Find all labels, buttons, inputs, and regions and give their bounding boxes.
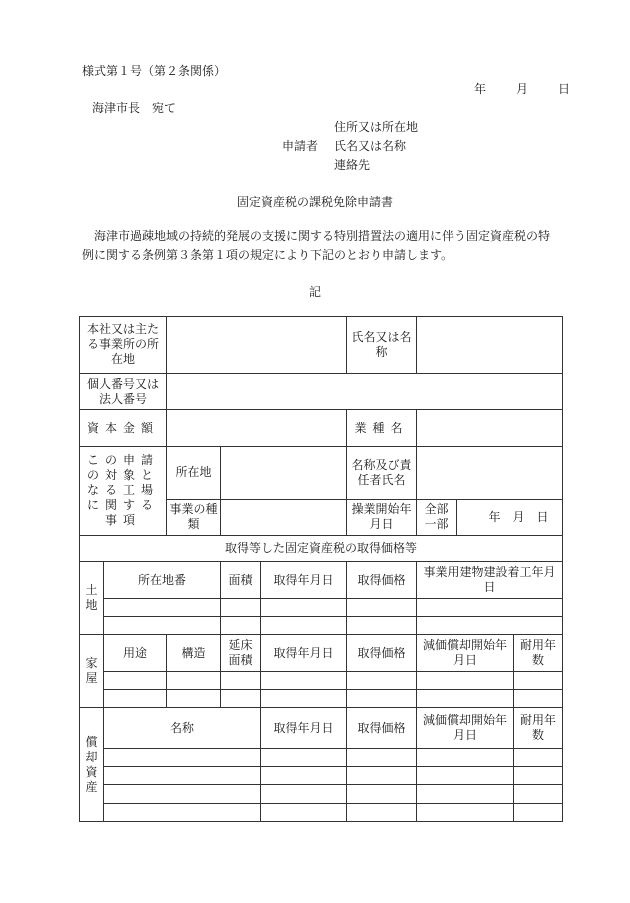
- capital-value[interactable]: [167, 410, 347, 447]
- asset-row-2-acq-price[interactable]: [347, 767, 417, 785]
- asset-row-4-life[interactable]: [514, 803, 563, 821]
- business-kind-value[interactable]: [221, 499, 347, 536]
- business-kind-label: 事業の種類: [167, 499, 221, 536]
- land-acq-date-header: 取得年月日: [261, 562, 347, 599]
- house-acq-price-header: 取得価格: [347, 635, 417, 672]
- asset-acq-price-header: 取得価格: [347, 708, 417, 749]
- location-label: 所在地: [167, 446, 221, 499]
- asset-row-3-dep-start[interactable]: [417, 785, 514, 803]
- business-type-value[interactable]: [417, 410, 563, 447]
- land-label: 土地: [80, 562, 104, 635]
- land-row-1-acq-date[interactable]: [261, 598, 347, 616]
- asset-row-4-dep-start[interactable]: [417, 803, 514, 821]
- land-row-1-acq-price[interactable]: [347, 598, 417, 616]
- business-type-label: 業種名: [347, 410, 417, 447]
- house-structure-header: 構造: [167, 635, 221, 672]
- house-acq-date-header: 取得年月日: [261, 635, 347, 672]
- house-row-2-acq-price[interactable]: [347, 690, 417, 708]
- location-value[interactable]: [221, 446, 347, 499]
- hq-address-label: 本社又は主たる事業所の所在地: [80, 317, 167, 374]
- asset-row-1-name[interactable]: [104, 748, 261, 766]
- house-row-2-acq-date[interactable]: [261, 690, 347, 708]
- asset-row-4-acq-date[interactable]: [261, 803, 347, 821]
- asset-dep-start-header: 減価償却開始年月日: [417, 708, 514, 749]
- applicant-block: [282, 118, 418, 175]
- asset-row-2-name[interactable]: [104, 767, 261, 785]
- date-line: [474, 80, 570, 97]
- name-label: 氏名又は名称: [347, 317, 417, 374]
- house-row-1-acq-price[interactable]: [347, 671, 417, 689]
- house-dep-start-header: 減価償却開始年月日: [417, 635, 514, 672]
- land-building-start-header: 事業用建物建設着工年月日: [417, 562, 563, 599]
- land-row-2-acq-price[interactable]: [347, 617, 417, 635]
- applicant-address-label: 住所又は所在地: [334, 120, 419, 134]
- asset-row-3-acq-date[interactable]: [261, 785, 347, 803]
- target-factory-label: この申請の対象となる工場に関する事項: [80, 446, 167, 535]
- year-label: 年: [474, 82, 487, 96]
- land-row-2-area[interactable]: [221, 617, 261, 635]
- day-label: 日: [558, 82, 571, 96]
- applicant-role-label: 申請者: [282, 139, 319, 153]
- land-row-1-address[interactable]: [104, 598, 221, 616]
- addressee: 海津市長 宛て: [92, 101, 177, 115]
- personal-number-label: 個人番号又は法人番号: [80, 373, 167, 410]
- asset-acq-date-header: 取得年月日: [261, 708, 347, 749]
- house-row-1-use[interactable]: [104, 671, 167, 689]
- option-all[interactable]: 全部: [424, 502, 449, 517]
- operation-start-date[interactable]: 年 月 日: [457, 499, 563, 536]
- house-row-1-acq-date[interactable]: [261, 671, 347, 689]
- land-row-2-address[interactable]: [104, 617, 221, 635]
- asset-row-1-acq-date[interactable]: [261, 748, 347, 766]
- house-row-2-floor-area[interactable]: [221, 690, 261, 708]
- name-value[interactable]: [417, 317, 563, 374]
- land-acq-price-header: 取得価格: [347, 562, 417, 599]
- asset-row-3-acq-price[interactable]: [347, 785, 417, 803]
- house-row-2-dep-start[interactable]: [417, 690, 514, 708]
- house-row-2-use[interactable]: [104, 690, 167, 708]
- asset-row-1-life[interactable]: [514, 748, 563, 766]
- operation-start-label: 操業開始年月日: [347, 499, 417, 536]
- house-floor-area-header: 延床面積: [221, 635, 261, 672]
- hq-address-value[interactable]: [167, 317, 347, 374]
- house-label: 家屋: [80, 635, 104, 708]
- land-row-1-building-start[interactable]: [417, 598, 563, 616]
- asset-row-4-acq-price[interactable]: [347, 803, 417, 821]
- asset-row-3-life[interactable]: [514, 785, 563, 803]
- land-row-2-acq-date[interactable]: [261, 617, 347, 635]
- asset-row-4-name[interactable]: [104, 803, 261, 821]
- ki-heading: 記: [308, 285, 321, 299]
- land-row-2-building-start[interactable]: [417, 617, 563, 635]
- asset-row-2-life[interactable]: [514, 767, 563, 785]
- document-body-text: 海津市過疎地域の持続的発展の支援に関する特別措置法の適用に伴う固定資産税の特例に関する条例第３条第１項の規定により下記のとおり申請します。: [82, 229, 551, 262]
- house-row-1-floor-area[interactable]: [221, 671, 261, 689]
- month-label: 月: [516, 82, 529, 96]
- asset-row-1-dep-start[interactable]: [417, 748, 514, 766]
- option-part[interactable]: 一部: [424, 517, 449, 532]
- house-row-1-life[interactable]: [514, 671, 563, 689]
- asset-row-1-acq-price[interactable]: [347, 748, 417, 766]
- application-table: [79, 316, 563, 822]
- operation-scope-options[interactable]: [417, 499, 457, 536]
- house-row-2-structure[interactable]: [167, 690, 221, 708]
- applicant-contact-label: 連絡先: [334, 158, 371, 172]
- house-row-2-life[interactable]: [514, 690, 563, 708]
- document-title: 固定資産税の課税免除申請書: [236, 195, 393, 209]
- capital-label: 資本金額: [80, 410, 167, 447]
- asset-row-2-acq-date[interactable]: [261, 767, 347, 785]
- land-address-header: 所在地番: [104, 562, 221, 599]
- house-row-1-structure[interactable]: [167, 671, 221, 689]
- land-area-header: 面積: [221, 562, 261, 599]
- house-row-1-dep-start[interactable]: [417, 671, 514, 689]
- form-number: 様式第１号（第２条関係）: [82, 64, 227, 78]
- house-life-header: 耐用年数: [514, 635, 563, 672]
- land-row-1-area[interactable]: [221, 598, 261, 616]
- applicant-name-label: 氏名又は名称: [334, 139, 407, 153]
- asset-row-3-name[interactable]: [104, 785, 261, 803]
- section-title: 取得等した固定資産税の取得価格等: [80, 536, 563, 562]
- representative-value[interactable]: [417, 446, 563, 499]
- asset-name-header: 名称: [104, 708, 261, 749]
- asset-label: 償却資産: [80, 708, 104, 822]
- representative-label: 名称及び責任者氏名: [347, 446, 417, 499]
- asset-life-header: 耐用年数: [514, 708, 563, 749]
- personal-number-value[interactable]: [167, 373, 563, 410]
- house-use-header: 用途: [104, 635, 167, 672]
- asset-row-2-dep-start[interactable]: [417, 767, 514, 785]
- document-body: [82, 227, 560, 265]
